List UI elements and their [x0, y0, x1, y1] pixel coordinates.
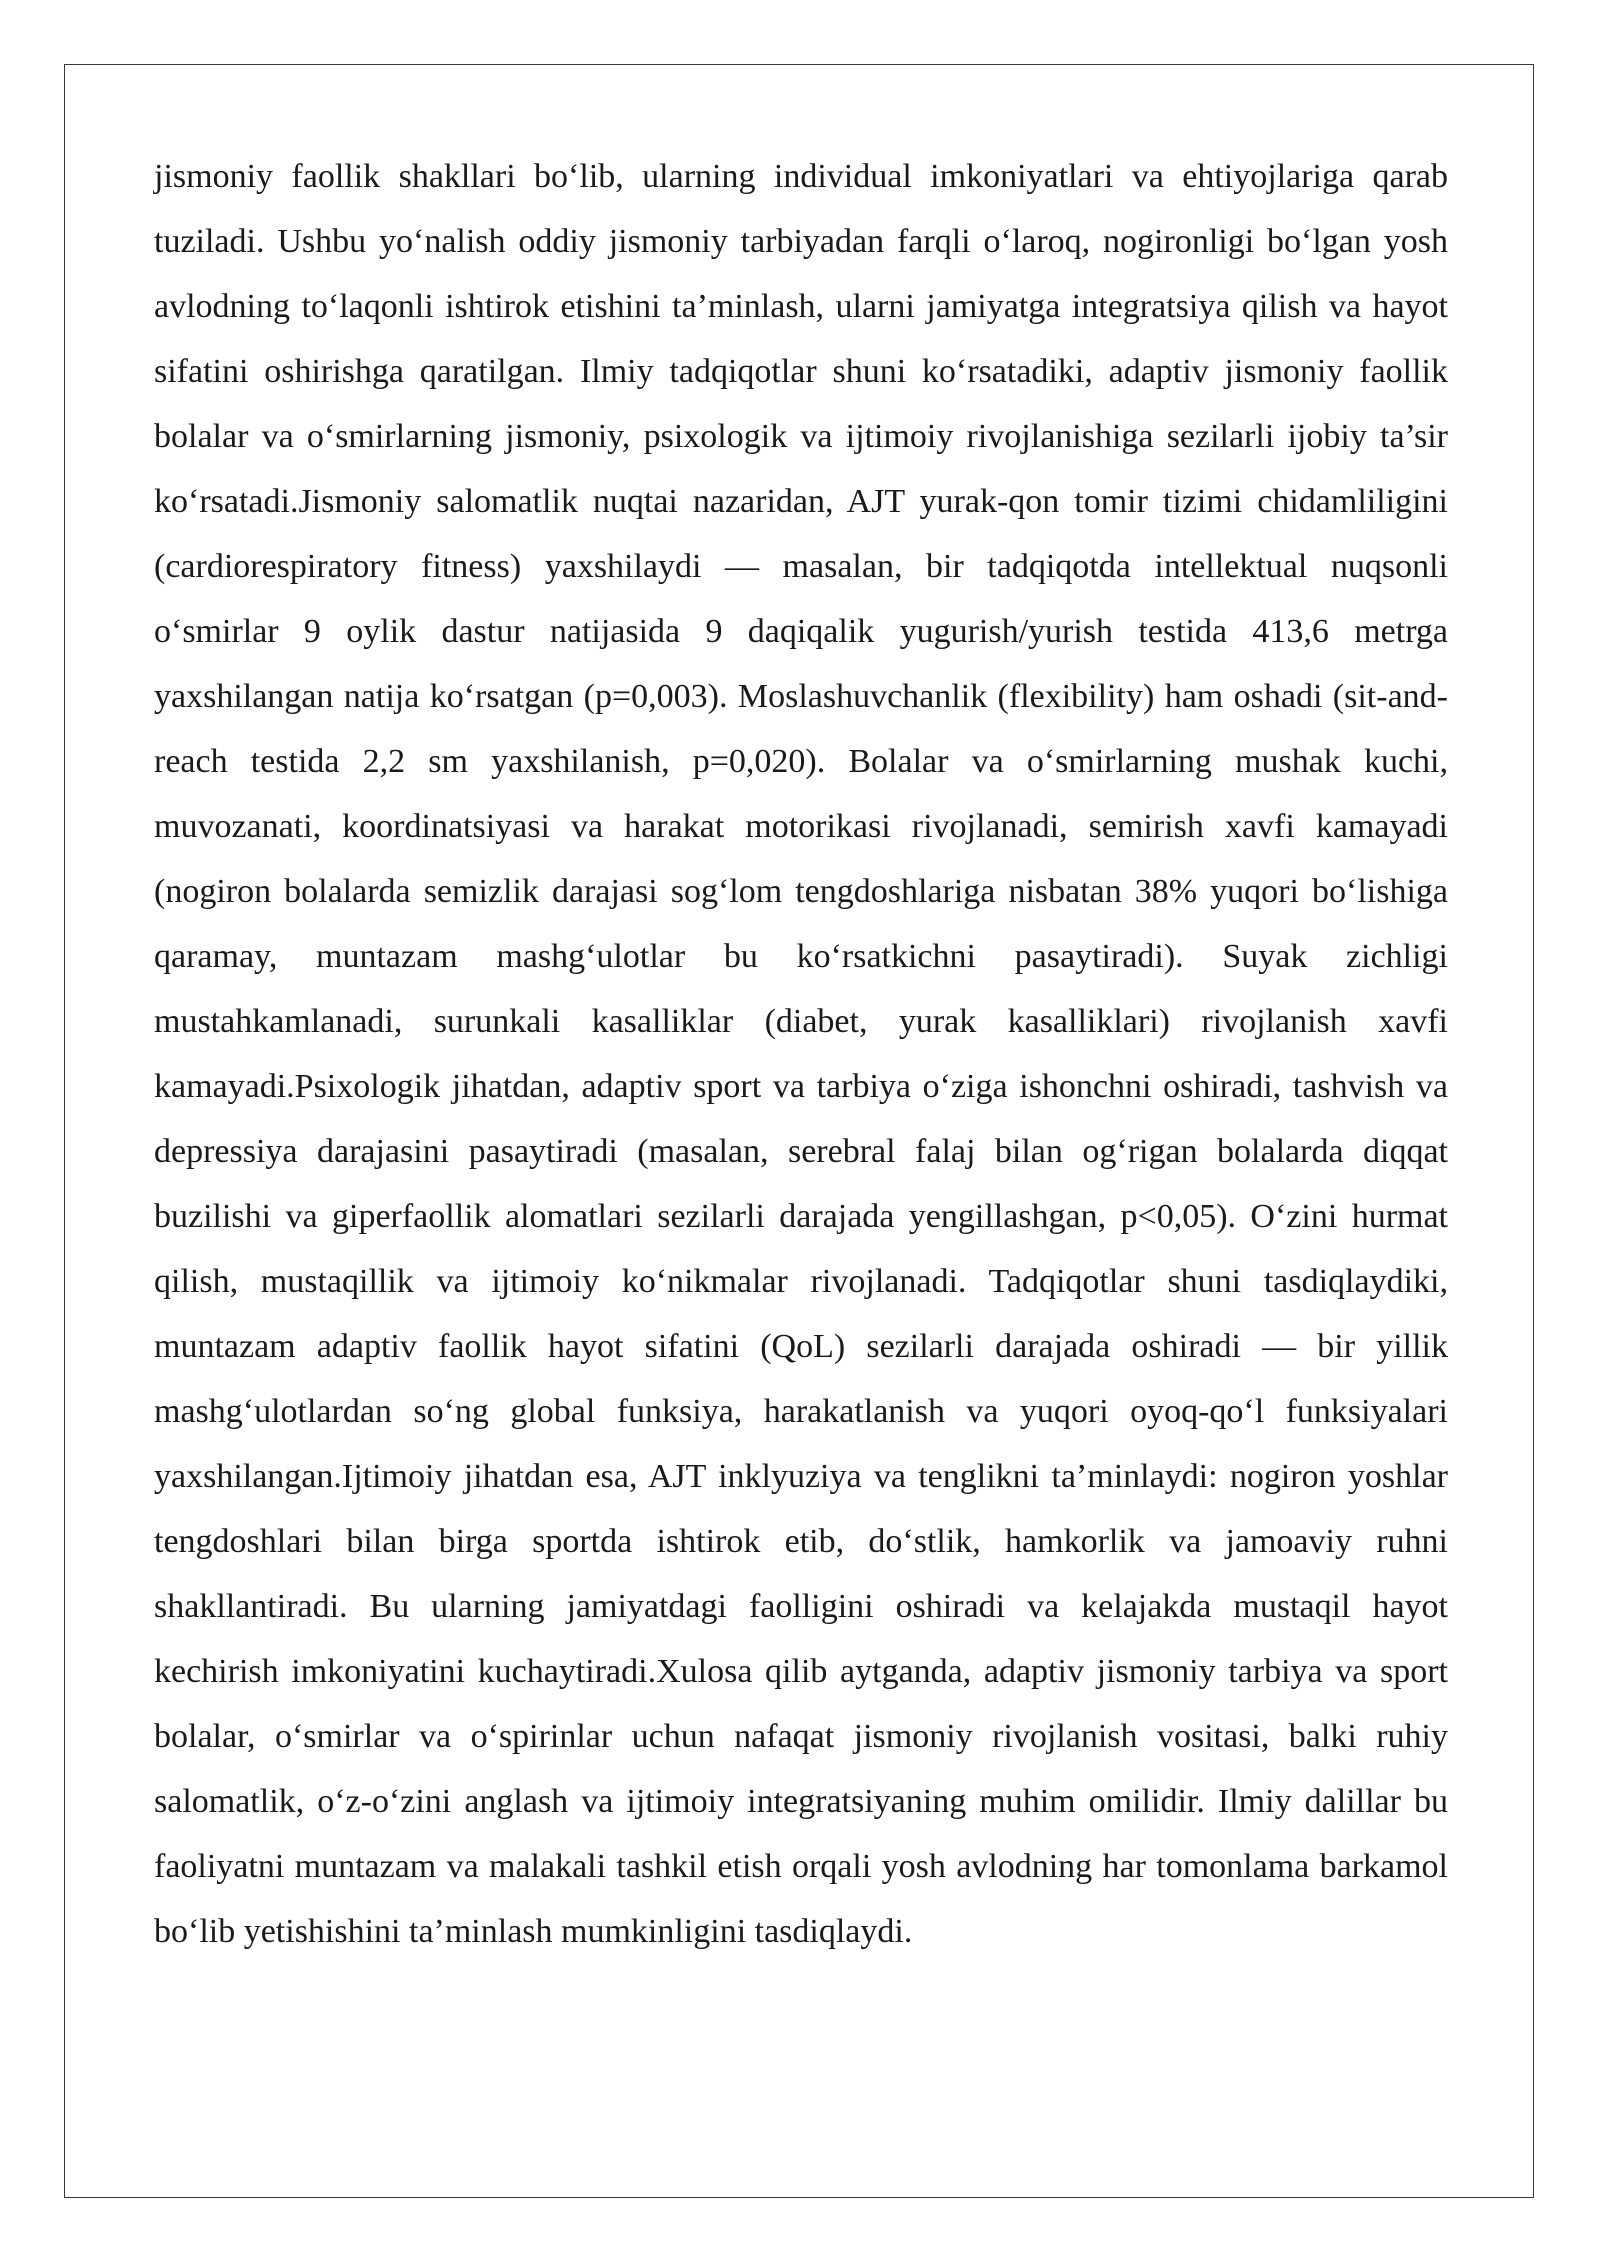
body-paragraph: jismoniy faollik shakllari bo‘lib, ularning individual imkoniyatlari va ehtiyojlariga qarab tuziladi. Ushbu yo‘nalish oddiy jismoniy tarbiyadan farqli o‘laroq, nogironligi bo‘lgan yosh avlodning to‘laqonli ishtirok etishini ta’minlash, ularni jamiyatga integratsiya qilish va hayot sifatini oshirishga qaratilgan. Ilmiy tadqiqotlar shuni ko‘rsatadiki, adaptiv jismoniy faollik bolalar va o‘smirlarning jismoniy, psixologik va ijtimoiy rivojlanishiga sezilarli ijobiy ta’sir ko‘rsatadi.Jismoniy salomatlik nuqtai nazaridan, AJT yurak-qon tomir tizimi chidamliligini (cardiorespiratory fitness) yaxshilaydi — masalan, bir tadqiqotda intellektual nuqsonli o‘smirlar 9 oylik dastur natijasida 9 daqiqalik yugurish/yurish testida 413,6 metrga yaxshilangan natija ko‘rsatgan (p=0,003). Moslashuvchanlik (flexibility) ham oshadi (sit-and-reach testida 2,2 sm yaxshilanish, p=0,020). Bolalar va o‘smirlarning mushak kuchi, muvozanati, koordinatsiyasi va harakat motorikasi rivojlanadi, semirish xavfi kamayadi (nogiron bolalarda semizlik darajasi sog‘lom tengdoshlariga nisbatan 38% yuqori bo‘lishiga qaramay, muntazam mashg‘ulotlar bu ko‘rsatkichni pasaytiradi). Suyak zichligi mustahkamlanadi, surunkali kasalliklar (diabet, yurak kasalliklari) rivojlanish xavfi kamayadi.Psixologik jihatdan, adaptiv sport va tarbiya o‘ziga ishonchni oshiradi, tashvish va depressiya darajasini pasaytiradi (masalan, serebral falaj bilan og‘rigan bolalarda diqqat buzilishi va giperfaollik alomatlari sezilarli darajada yengillashgan, p<0,05). O‘zini hurmat qilish, mustaqillik va ijtimoiy ko‘nikmalar rivojlanadi. Tadqiqotlar shuni tasdiqlaydiki, muntazam adaptiv faollik hayot sifatini (QoL) sezilarli darajada oshiradi — bir yillik mashg‘ulotlardan so‘ng global funksiya, harakatlanish va yuqori oyoq-qo‘l funksiyalari yaxshilangan.Ijtimoiy jihatdan esa, AJT inklyuziya va tenglikni ta’minlaydi: nogiron yoshlar tengdoshlari bilan birga sportda ishtirok etib, do‘stlik, hamkorlik va jamoaviy ruhni shakllantiradi. Bu ularning jamiyatdagi faolligini oshiradi va kelajakda mustaqil hayot kechirish imkoniyatini kuchaytiradi.Xulosa qilib aytganda, adaptiv jismoniy tarbiya va sport bolalar, o‘smirlar va o‘spirinlar uchun nafaqat jismoniy rivojlanish vositasi, balki ruhiy salomatlik, o‘z-o‘zini anglash va ijtimoiy integratsiyaning muhim omilidir. Ilmiy dalillar bu faoliyatni muntazam va malakali tashkil etish orqali yosh avlodning har tomonlama barkamol bo‘lib yetishishini ta’minlash mumkinligini tasdiqlaydi. — [154, 158, 1448, 1950]
